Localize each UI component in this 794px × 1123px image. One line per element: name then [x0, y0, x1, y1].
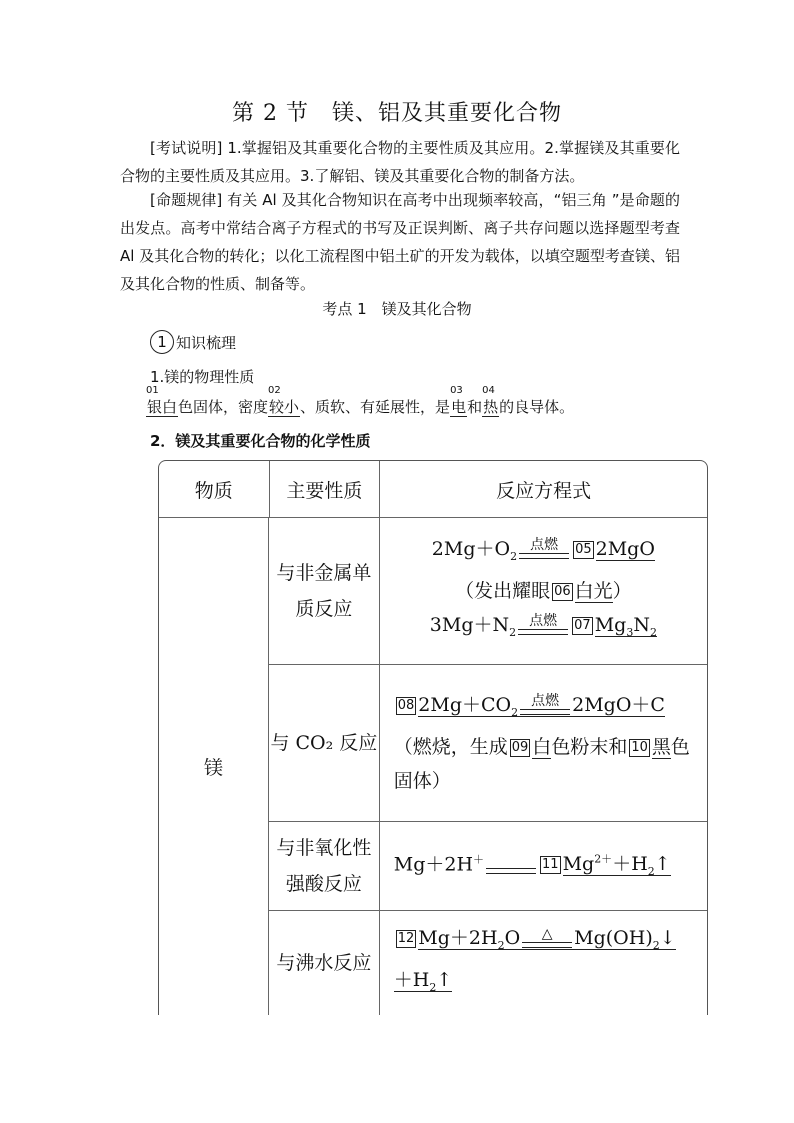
- note-bright-light: （发出耀眼 06 白光）: [455, 580, 632, 602]
- note-solid: 固体）: [393, 769, 451, 792]
- table-row: [269, 822, 707, 911]
- exam-description-label: [考试说明]: [150, 139, 223, 157]
- knowledge-label: 知识梳理: [176, 333, 237, 352]
- equation-mg-n2: $3Mg+N_2$ 点燃 07 $Mg_3N_2$: [429, 613, 657, 639]
- equation-mg-acid: Mg＋2H＋ 11 $Mg^{2+}+H_2↑$: [393, 852, 671, 879]
- property-cell: 与 CO₂ 反应: [269, 665, 380, 821]
- header-substance: 物质: [159, 461, 270, 517]
- section-1-title: 1.镁的物理性质: [150, 368, 255, 386]
- property-cell: 与沸水反应: [269, 911, 380, 1015]
- section-2-title: 2．镁及其重要化合物的化学性质: [150, 432, 371, 450]
- blank-02: 02 较小: [268, 385, 300, 416]
- table-header-row: [159, 461, 707, 518]
- table-row: [269, 518, 707, 665]
- equation-cell: [380, 518, 707, 664]
- circled-number-icon: 1: [150, 330, 174, 354]
- table-body: [159, 518, 707, 1015]
- property-cell: 与非氧化性强酸反应: [269, 822, 380, 910]
- physical-properties-line: 01 银白色固体，密度 02 较小、质软、有延展性，是 03 电和 04 热的良导体。: [146, 385, 575, 416]
- exam-pattern-text: 有关 Al 及其化合物知识在高考中出现频率较高，“铝三角 ”是命题的出发点。高考中常结合离子方程式的书写及正误判断、离子共存问题以选择题型考查 Al 及其化合物的转化；以化工流程图中铝土矿的开发为载体，以填空题型考查镁、铝及其化合物的性质、制备等。: [120, 191, 680, 293]
- table-row: [269, 665, 707, 822]
- property-cell: 与非金属单质反应: [269, 518, 380, 664]
- exam-description: [120, 134, 680, 190]
- equation-mg-o2: $2Mg+O_2$ 点燃 05 2MgO: [431, 537, 655, 563]
- blank-04: 04 热: [482, 385, 499, 416]
- exam-pattern: [120, 186, 680, 298]
- equation-mg-water: 12 $Mg+2H_2O$ △ $Mg(OH)_2↓$: [397, 926, 676, 952]
- topic-heading: 考点 1 镁及其化合物: [322, 300, 472, 318]
- page-title: 第 2 节 镁、铝及其重要化合物: [232, 101, 562, 126]
- table-row: [269, 911, 707, 1015]
- exam-description-text: 1.掌握铝及其重要化合物的主要性质及其应用。2.掌握镁及其重要化合物的主要性质及其应用。3.了解铝、镁及其重要化合物的制备方法。: [120, 139, 680, 185]
- equation-mg-water-cont: $+H_2↑$: [393, 969, 453, 994]
- header-equation: 反应方程式: [496, 479, 592, 502]
- header-property: 主要性质: [270, 461, 381, 517]
- equation-cell: [380, 665, 707, 821]
- equation-cell: [380, 911, 707, 1015]
- chemical-properties-table: [158, 460, 708, 1015]
- note-combustion: （燃烧，生成 09 白色粉末和 10 黑色: [393, 735, 690, 758]
- knowledge-section-heading: [150, 330, 236, 354]
- substance-cell: 镁: [159, 518, 269, 1015]
- equation-cell: [380, 822, 707, 910]
- blank-01: 01 银白: [146, 385, 178, 416]
- equation-mg-co2: 08 $2Mg+CO_2$ 点燃 2MgO＋C: [397, 693, 665, 719]
- exam-pattern-label: [命题规律]: [150, 191, 223, 209]
- blank-03: 03 电: [450, 385, 467, 416]
